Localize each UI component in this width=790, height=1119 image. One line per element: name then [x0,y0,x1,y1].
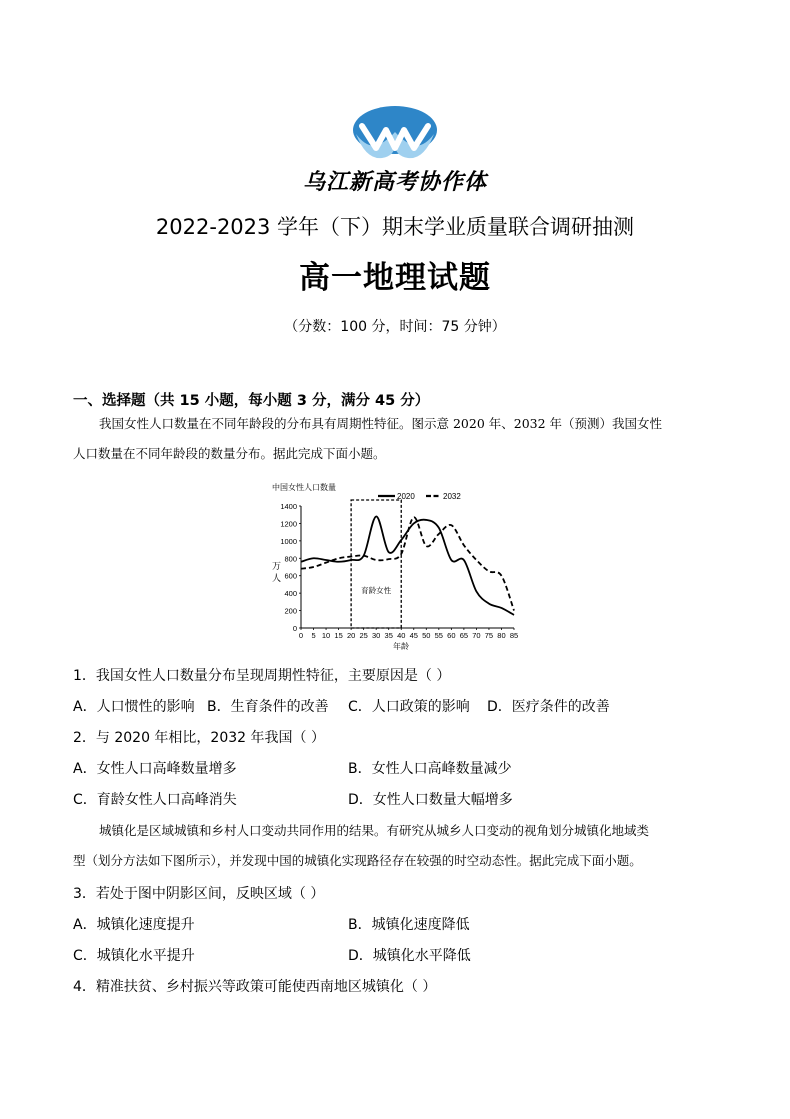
question-3-option-b[interactable]: B．城镇化速度降低 [348,917,470,933]
passage-2 [73,816,715,876]
exam-meta: （分数：100 分，时间：75 分钟） [284,319,506,335]
series-2032-line [301,517,514,610]
x-tick-label: 5 [311,631,316,640]
x-tick-label: 35 [384,631,393,640]
organization-logo [352,104,438,164]
y-tick-label: 0 [292,624,297,633]
x-tick-label: 10 [321,631,331,640]
y-tick-label: 1000 [280,536,297,546]
female-population-chart [266,478,524,650]
question-2-option-a[interactable]: A．女性人口高峰数量增多 [73,761,237,777]
question-2-option-d[interactable]: D．女性人口数量大幅增多 [348,792,513,808]
question-1-option-a[interactable]: A．人口惯性的影响 [73,699,195,715]
question-1-option-b[interactable]: B．生育条件的改善 [207,699,329,715]
x-tick-label: 30 [372,631,381,640]
x-tick-label: 45 [409,631,418,640]
x-tick-label: 20 [346,631,356,640]
question-2-option-c[interactable]: C．育龄女性人口高峰消失 [73,792,237,808]
y-tick-label: 1400 [280,502,297,511]
chart-legend [378,492,461,501]
x-tick-label: 0 [298,631,304,640]
x-tick-label: 65 [459,631,469,640]
passage-1-line-1: 我国女性人口数量在不同年龄段的分布具有周期性特征。图示意 2020 年、2032 年（预测）我国女性 [99,416,663,431]
y-tick-label: 200 [284,606,297,616]
childbearing-age-box [351,500,401,628]
question-3-stem: 3．若处于图中阴影区间，反映区域（ ） [73,886,325,902]
question-3-option-c[interactable]: C．城镇化水平提升 [73,948,195,964]
passage-2-line-1: 城镇化是区域城镇和乡村人口变动共同作用的结果。有研究从城乡人口变动的视角划分城镇化地域类 [99,823,650,838]
y-axis-label-2: 人 [272,573,282,583]
x-axis-label: 年龄 [393,642,409,650]
x-tick-label: 75 [484,631,494,640]
legend-2032-label: 2032 [443,492,461,501]
x-tick-label: 80 [497,631,506,640]
question-4-stem: 4．精准扶贫、乡村振兴等政策可能使西南地区城镇化（ ） [73,979,437,995]
question-1-stem: 1．我国女性人口数量分布呈现周期性特征，主要原因是（ ） [73,668,451,684]
legend-2020-label: 2020 [397,492,415,501]
organization-name: 乌江新高考协作体 [302,170,487,195]
question-1-option-c[interactable]: C．人口政策的影响 [348,699,470,715]
chart-title: 中国女性人口数量 [272,483,336,492]
x-tick-label: 40 [397,631,406,640]
y-tick-label: 800 [284,554,297,564]
question-2-stem: 2．与 2020 年相比，2032 年我国（ ） [73,730,325,746]
passage-1 [73,409,715,469]
passage-1-line-2: 人口数量在不同年龄段的数量分布。据此完成下面小题。 [73,446,386,461]
y-axis-label-1: 万 [272,561,282,571]
y-tick-label: 600 [284,571,297,581]
x-tick-label: 60 [447,631,456,640]
question-3-option-d[interactable]: D．城镇化水平降低 [348,948,471,964]
passage-2-line-2: 型（划分方法如下图所示），并发现中国的城镇化实现路径存在较强的时空动态性。据此完成下面小题。 [73,853,642,868]
x-tick-label: 85 [509,631,519,640]
exam-title: 2022-2023 学年（下）期末学业质量联合调研抽测 [155,215,635,239]
x-tick-label: 55 [434,631,443,640]
x-tick-label: 25 [359,631,368,640]
y-tick-label: 400 [284,589,297,599]
y-tick-label: 1200 [280,519,297,529]
x-tick-label: 15 [334,631,343,640]
x-tick-label: 50 [422,631,431,640]
question-1-option-d[interactable]: D．医疗条件的改善 [487,699,610,715]
question-3-option-a[interactable]: A．城镇化速度提升 [73,917,195,933]
childbearing-age-label: 育龄女性 [361,586,392,596]
section-heading: 一、选择题（共 15 小题，每小题 3 分，满分 45 分） [73,393,430,409]
x-tick-label: 70 [472,631,481,640]
question-2-option-b[interactable]: B．女性人口高峰数量减少 [348,761,512,777]
paper-title: 高一地理试题 [299,260,491,296]
